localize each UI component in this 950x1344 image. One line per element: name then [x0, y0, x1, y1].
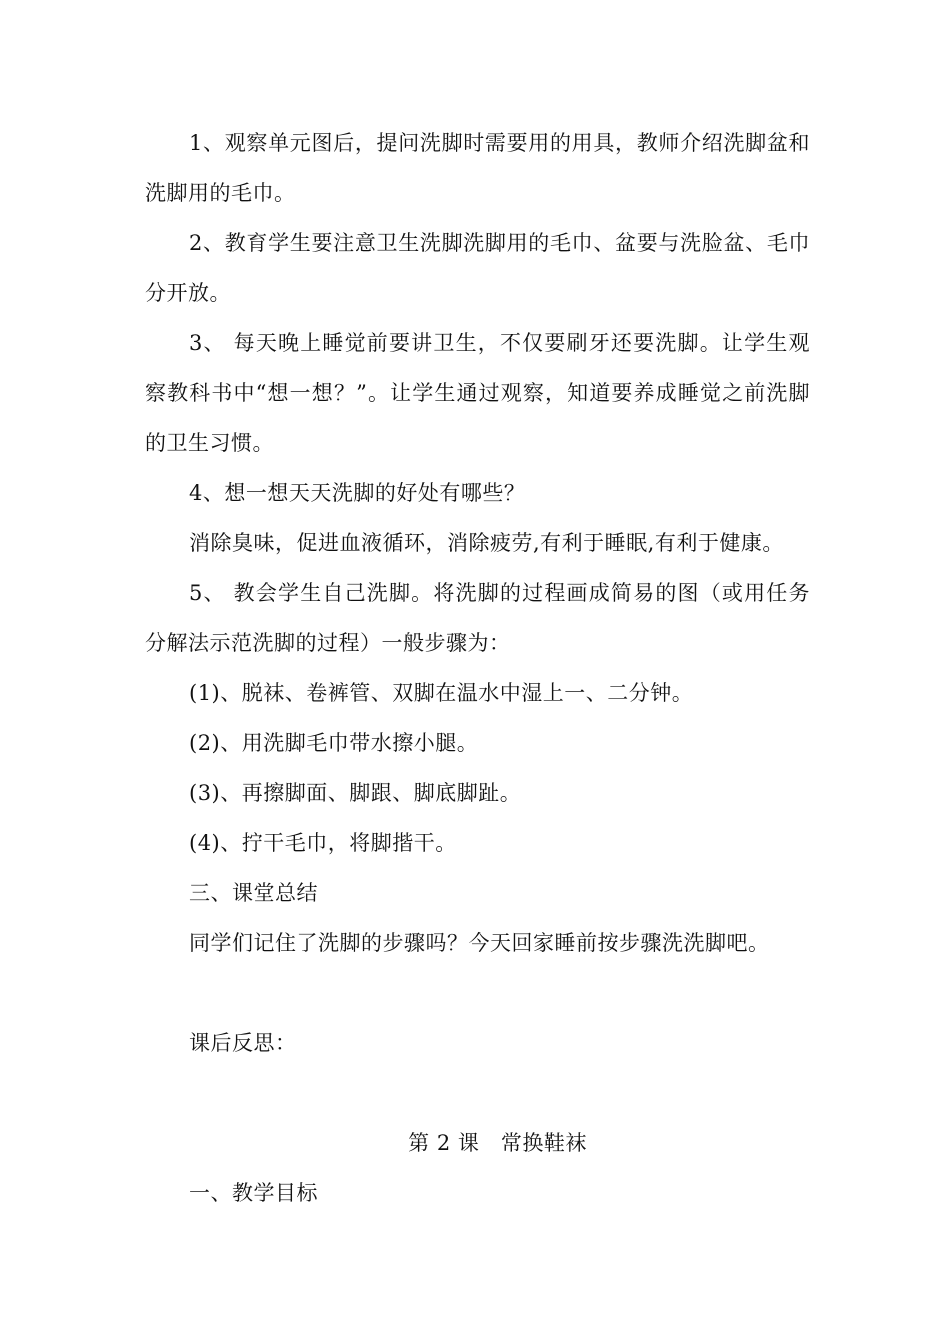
reflection-label: 课后反思：	[189, 1031, 297, 1055]
step-4: (4)、拧干毛巾，将脚揩干。	[189, 831, 457, 855]
paragraph-3: 3、 每天晚上睡觉前要讲卫生，不仅要刷牙还要洗脚。让学生观察教科书中“想一想？”。让学生通过观察，知道要养成睡觉之前洗脚的卫生习惯。	[145, 331, 810, 455]
summary-text: 同学们记住了洗脚的步骤吗？今天回家睡前按步骤洗洗脚吧。	[189, 931, 770, 955]
paragraph-1: 1、观察单元图后，提问洗脚时需要用的用具，教师介绍洗脚盆和洗脚用的毛巾。	[145, 131, 810, 205]
document-body	[145, 118, 810, 1218]
step-2: (2)、用洗脚毛巾带水擦小腿。	[189, 731, 479, 755]
section-heading-objectives: 一、教学目标	[189, 1181, 318, 1205]
lesson-title: 第 2 课 常换鞋袜	[408, 1131, 587, 1155]
section-heading-summary: 三、课堂总结	[189, 881, 318, 905]
step-3: (3)、再擦脚面、脚跟、脚底脚趾。	[189, 781, 522, 805]
paragraph-4: 4、想一想天天洗脚的好处有哪些？	[189, 481, 526, 505]
paragraph-benefits: 消除臭味，促进血液循环，消除疲劳,有利于睡眠,有利于健康。	[189, 531, 784, 555]
paragraph-2: 2、教育学生要注意卫生洗脚洗脚用的毛巾、盆要与洗脸盆、毛巾分开放。	[145, 231, 810, 305]
paragraph-5: 5、 教会学生自己洗脚。将洗脚的过程画成简易的图（或用任务分解法示范洗脚的过程）一般步骤为：	[145, 581, 810, 655]
step-1: (1)、脱袜、卷裤管、双脚在温水中湿上一、二分钟。	[189, 681, 694, 705]
